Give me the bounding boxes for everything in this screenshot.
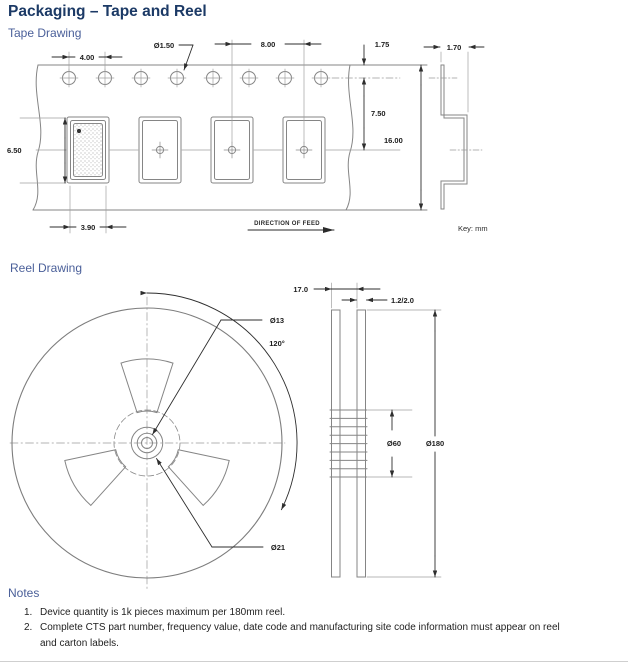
tape-cross-section <box>429 65 482 209</box>
dim-tape-thickness: 1.70 <box>446 43 462 52</box>
note-number: 2. <box>24 622 33 633</box>
dim-flange-dia: Ø180 <box>425 439 445 448</box>
dim-flange-thickness: 1.2/2.0 <box>391 296 414 305</box>
note-item-2 <box>24 620 565 651</box>
tape-left-break <box>33 65 41 210</box>
page-divider <box>0 661 628 662</box>
dim-hub-key-dia: Ø21 <box>270 543 286 552</box>
note-text: Complete CTS part number, frequency value, date code and manufacturing site code information must appear on reel and carton labels. <box>40 622 560 649</box>
page-title: Packaging – Tape and Reel <box>8 3 207 20</box>
angle-arc <box>147 293 297 510</box>
dim-hub-dia: Ø60 <box>386 439 402 448</box>
note-text: Device quantity is 1k pieces maximum per 180mm reel. <box>40 607 286 618</box>
dim-pocket-width: 3.90 <box>80 223 96 232</box>
tape-right-break <box>346 65 353 210</box>
direction-of-feed-label: DIRECTION OF FEED <box>254 221 320 227</box>
dim-sprocket-pitch: 4.00 <box>79 53 95 62</box>
dim-pocket-pitch: 8.00 <box>260 40 276 49</box>
dim-arbor-hole-dia: Ø13 <box>269 316 285 325</box>
dim-tape-width: 16.00 <box>384 136 403 145</box>
dim-sprocket-hole-dia: Ø1.50 <box>153 41 175 50</box>
reel-side-view <box>330 310 367 577</box>
pocket-center-marks <box>152 142 312 158</box>
dim-pocket-length: 6.50 <box>7 146 22 155</box>
pin1-dot <box>77 129 81 133</box>
tape-drawing <box>7 40 488 233</box>
reel-centerlines <box>10 297 285 590</box>
dim-window-angle: 120° <box>269 339 285 348</box>
key-mm-label: Key: mm <box>458 224 488 233</box>
note-number: 1. <box>24 607 33 618</box>
dim-sprocket-to-pocket: 7.50 <box>371 109 386 118</box>
notes-heading: Notes <box>8 586 40 600</box>
reel-drawing <box>10 283 444 590</box>
sprocket-holes <box>60 69 330 87</box>
note-item-1 <box>24 605 565 621</box>
tape-drawing-heading: Tape Drawing <box>8 26 82 40</box>
dim-edge-to-sprocket: 1.75 <box>374 40 390 49</box>
dim-reel-width: 17.0 <box>293 285 308 294</box>
reel-drawing-heading: Reel Drawing <box>10 261 83 275</box>
